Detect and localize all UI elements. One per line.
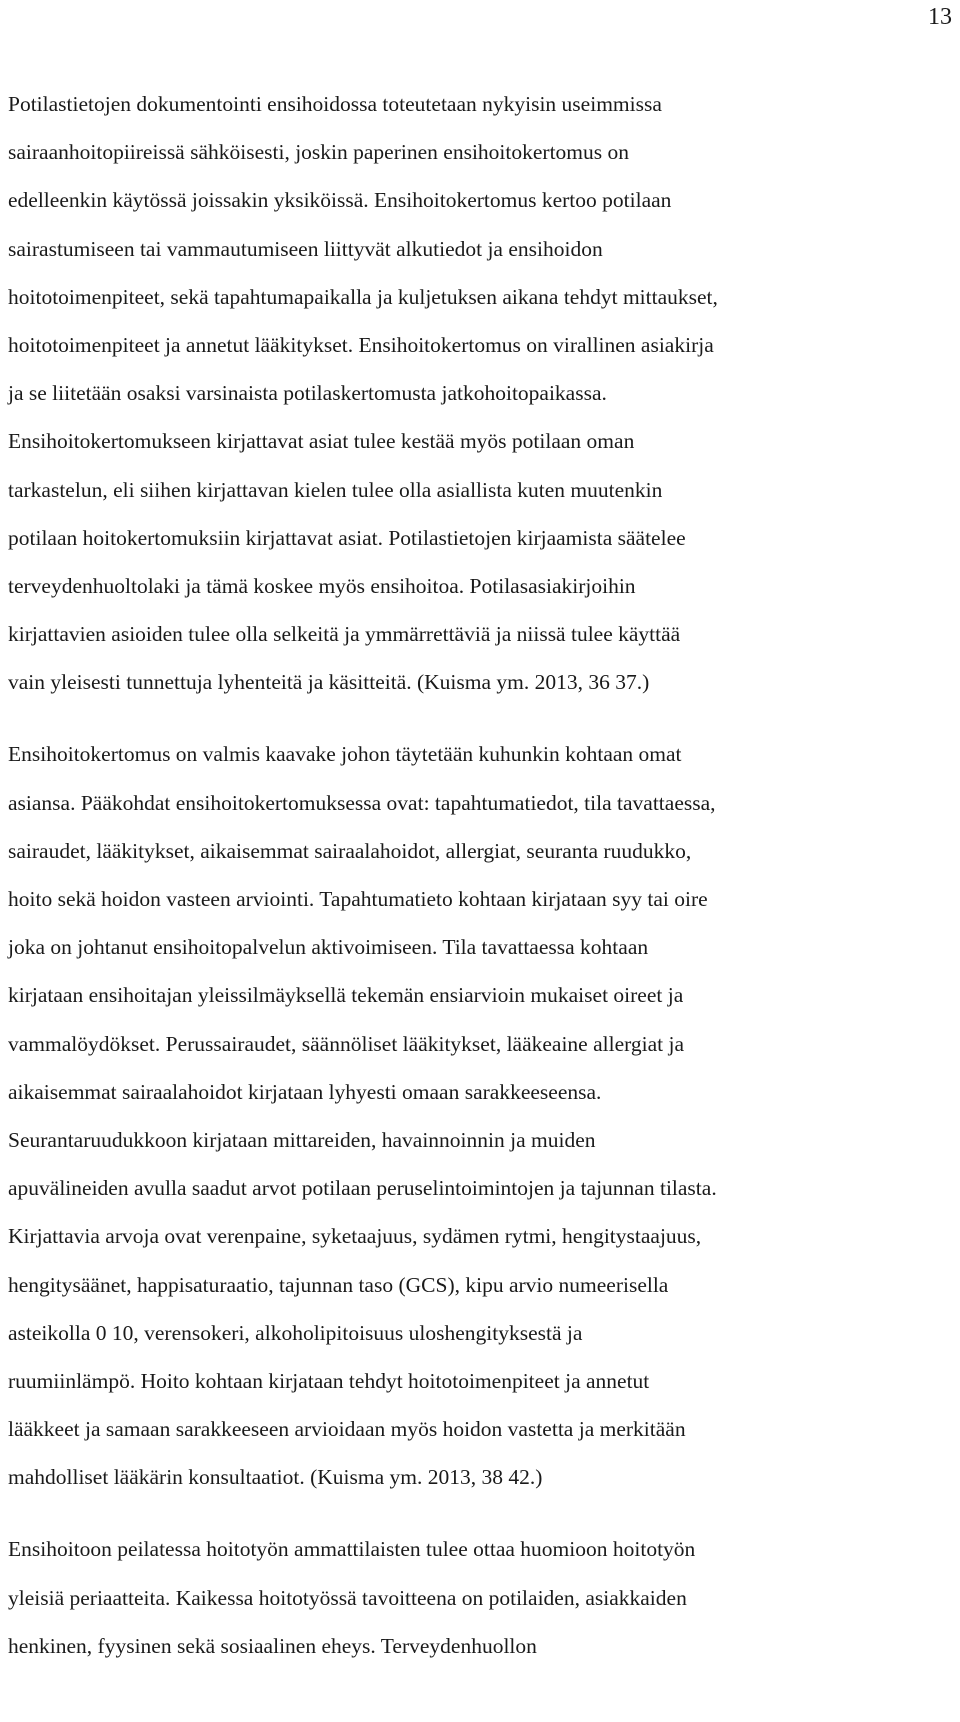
text-line: ja se liitetään osaksi varsinaista potilaskertomusta jatkohoitopaikassa. <box>8 381 607 406</box>
text-line: vain yleisesti tunnettuja lyhenteitä ja käsitteitä. (Kuisma ym. 2013, 36 37.) <box>8 670 650 695</box>
text-line: Ensihoitokertomukseen kirjattavat asiat tulee kestää myös potilaan oman <box>8 429 635 454</box>
text-line: tarkastelun, eli siihen kirjattavan kielen tulee olla asiallista kuten muutenkin <box>8 477 663 502</box>
text-line: sairaudet, lääkitykset, aikaisemmat sairaalahoidot, allergiat, seuranta ruudukko, <box>8 838 692 863</box>
text-line: mahdolliset lääkärin konsultaatiot. (Kuisma ym. 2013, 38 42.) <box>8 1465 543 1490</box>
text-line: yleisiä periaatteita. Kaikessa hoitotyössä tavoitteena on potilaiden, asiakkaiden <box>8 1585 687 1610</box>
text-line: Ensihoitokertomus on valmis kaavake johon täytetään kuhunkin kohtaan omat <box>8 742 682 767</box>
text-line: Seurantaruudukkoon kirjataan mittareiden, havainnoinnin ja muiden <box>8 1127 596 1152</box>
text-line: hoitotoimenpiteet, sekä tapahtumapaikalla ja kuljetuksen aikana tehdyt mittaukset, <box>8 284 718 309</box>
document-body <box>8 80 956 1670</box>
text-line: terveydenhuoltolaki ja tämä koskee myös ensihoitoa. Potilasasiakirjoihin <box>8 573 636 598</box>
text-line: joka on johtanut ensihoitopalvelun aktivoimiseen. Tila tavattaessa kohtaan <box>8 935 649 960</box>
text-line: Kirjattavia arvoja ovat verenpaine, syketaajuus, sydämen rytmi, hengitystaajuus, <box>8 1224 702 1249</box>
text-line: hoitotoimenpiteet ja annetut lääkitykset. Ensihoitokertomus on virallinen asiakirja <box>8 332 714 357</box>
text-line: Ensihoitoon peilatessa hoitotyön ammattilaisten tulee ottaa huomioon hoitotyön <box>8 1537 696 1562</box>
page-number: 13 <box>928 4 952 30</box>
paragraph-1 <box>8 80 956 706</box>
text-line: sairaanhoitopiireissä sähköisesti, joskin paperinen ensihoitokertomus on <box>8 140 630 165</box>
text-line: sairastumiseen tai vammautumiseen liittyvät alkutiedot ja ensihoidon <box>8 236 603 261</box>
text-line: kirjattavien asioiden tulee olla selkeitä ja ymmärrettäviä ja niissä tulee käyttää <box>8 622 681 647</box>
paragraph-2 <box>8 730 956 1501</box>
text-line: potilaan hoitokertomuksiin kirjattavat asiat. Potilastietojen kirjaamista säätelee <box>8 525 686 550</box>
text-line: hengitysäänet, happisaturaatio, tajunnan taso (GCS), kipu arvio numeerisella <box>8 1272 669 1297</box>
text-line: asiansa. Pääkohdat ensihoitokertomuksessa ovat: tapahtumatiedot, tila tavattaessa, <box>8 790 716 815</box>
text-line: Potilastietojen dokumentointi ensihoidossa toteutetaan nykyisin useimmissa <box>8 92 662 116</box>
text-line: henkinen, fyysinen sekä sosiaalinen eheys. Terveydenhuollon <box>8 1633 537 1658</box>
text-line: apuvälineiden avulla saadut arvot potilaan peruselintoimintojen ja tajunnan tilasta. <box>8 1176 717 1201</box>
text-line: lääkkeet ja samaan sarakkeeseen arvioidaan myös hoidon vastetta ja merkitään <box>8 1417 686 1442</box>
text-line: vammalöydökset. Perussairaudet, säännöliset lääkitykset, lääkeaine allergiat ja <box>8 1031 685 1056</box>
text-line: hoito sekä hoidon vasteen arviointi. Tapahtumatieto kohtaan kirjataan syy tai oire <box>8 887 708 911</box>
text-line: ruumiinlämpö. Hoito kohtaan kirjataan tehdyt hoitotoimenpiteet ja annetut <box>8 1368 650 1393</box>
text-line: aikaisemmat sairaalahoidot kirjataan lyhyesti omaan sarakkeeseensa. <box>8 1079 602 1104</box>
text-line: asteikolla 0 10, verensokeri, alkoholipitoisuus uloshengityksestä ja <box>8 1320 583 1345</box>
paragraph-3 <box>8 1525 956 1670</box>
text-line: kirjataan ensihoitajan yleissilmäyksellä tekemän ensiarvioin mukaiset oireet ja <box>8 983 684 1008</box>
text-line: edelleenkin käytössä joissakin yksiköissä. Ensihoitokertomus kertoo potilaan <box>8 188 672 213</box>
